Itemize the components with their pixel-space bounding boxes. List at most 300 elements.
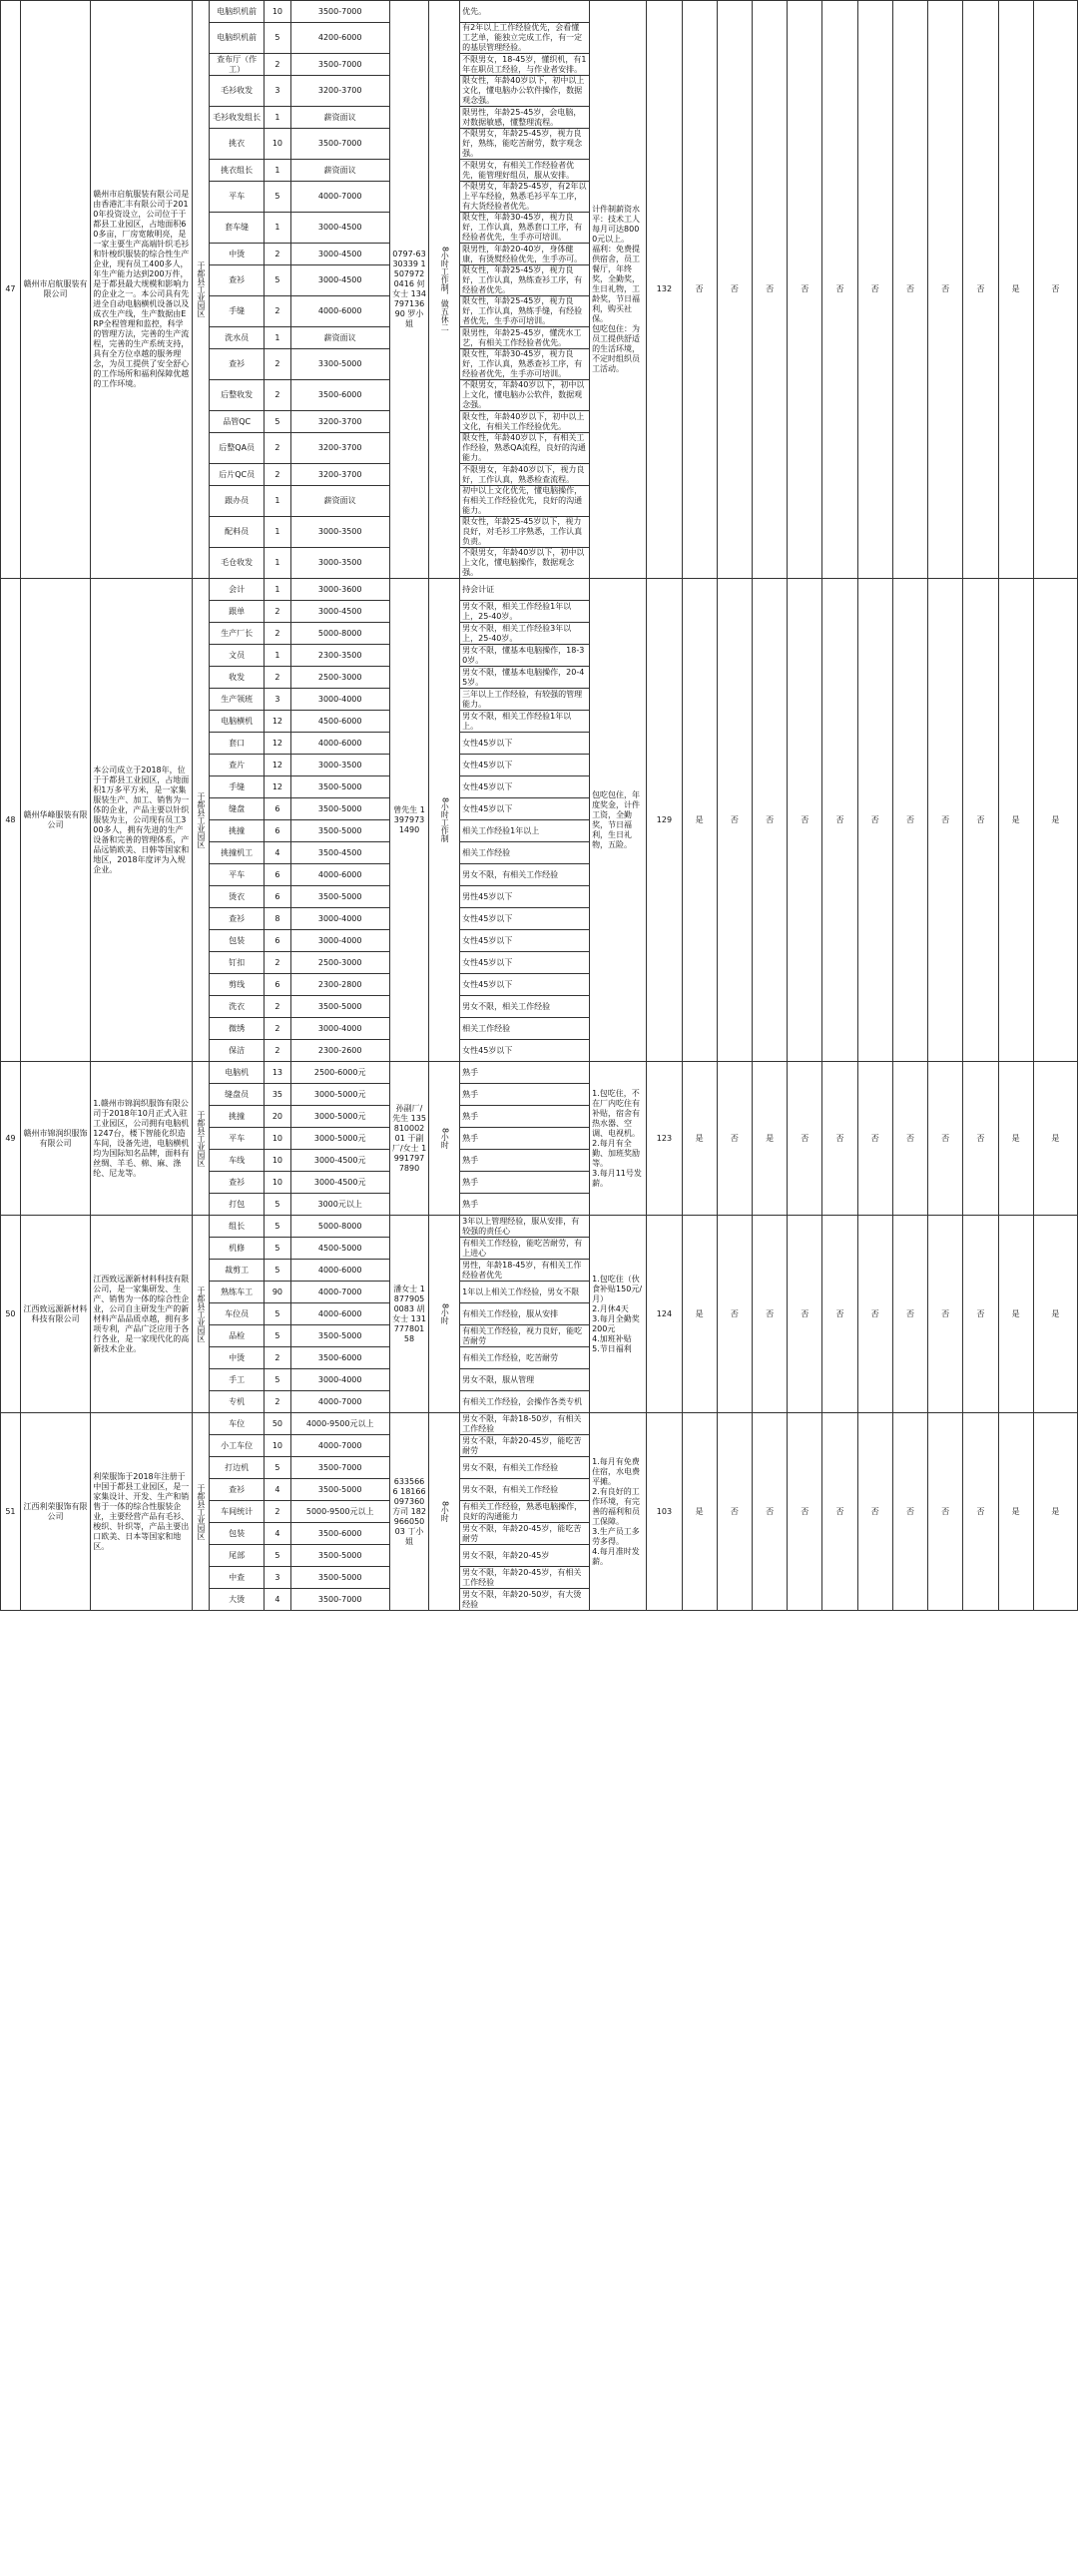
- table-row: [1, 1413, 1078, 1435]
- flag-cell: 是: [998, 1062, 1033, 1216]
- job-salary: 3000-4500: [290, 213, 389, 244]
- flag-cell: 否: [788, 1, 822, 579]
- job-requirement: 不限男女，有相关工作经验者优先，能管理好组员，服从安排。: [460, 160, 590, 182]
- job-salary: 3500-5000: [290, 1479, 389, 1501]
- job-title: 中烫: [210, 244, 265, 265]
- job-count: 1: [265, 517, 290, 548]
- job-count: 3: [265, 689, 290, 711]
- job-count: 2: [265, 667, 290, 689]
- job-salary: 3000-3500: [290, 548, 389, 579]
- flag-cell: 否: [717, 1216, 752, 1413]
- job-salary: 3500-5000: [290, 1325, 389, 1347]
- job-count: 10: [265, 1435, 290, 1457]
- company-intro: 利荣服饰于2018年注册于中国于都县工业园区，是一家集设计、开发、生产和销售于一体的综合性服装企业，主要经营产品有毛衫、梭织、针织等，产品主要出口欧美、日本等国家和地区。: [91, 1413, 192, 1611]
- flag-cell: 否: [717, 579, 752, 1062]
- job-salary: 3300-5000: [290, 349, 389, 380]
- job-title: 车位: [210, 1413, 265, 1435]
- job-requirement: 女性45岁以下: [460, 755, 590, 776]
- job-count: 5: [265, 1238, 290, 1260]
- job-count: 10: [265, 1128, 290, 1150]
- job-title: 查衫: [210, 1479, 265, 1501]
- job-salary: 3200-3700: [290, 464, 389, 486]
- job-requirement: 有相关工作经验，会操作各类专机: [460, 1391, 590, 1413]
- job-requirement: 熟手: [460, 1172, 590, 1194]
- job-salary: 3000-4000: [290, 908, 389, 930]
- job-title: 品管QC: [210, 411, 265, 433]
- job-title: 配料员: [210, 517, 265, 548]
- job-salary: 薪资面议: [290, 486, 389, 517]
- job-title: 裁剪工: [210, 1260, 265, 1282]
- flag-cell: 是: [1033, 1216, 1077, 1413]
- flag-cell: 是: [998, 1216, 1033, 1413]
- job-title: 套车缝: [210, 213, 265, 244]
- company-benefits: 1.包吃住，不在厂内吃住有补贴，宿舍有热水器、空调、电视机。 2.每月有全勤、加班奖励等。 3.每月11号发薪。: [590, 1062, 647, 1216]
- company-address: 于都县工业园区: [192, 1, 210, 579]
- job-requirement: 男女不限，有相关工作经验: [460, 1479, 590, 1501]
- job-title: 挑衣: [210, 129, 265, 160]
- job-requirement: 男性45岁以下: [460, 886, 590, 908]
- job-salary: 4000-6000: [290, 1260, 389, 1282]
- job-requirement: 男女不限，有相关工作经验: [460, 1457, 590, 1479]
- flag-cell: 是: [1033, 579, 1077, 1062]
- job-title: 剪线: [210, 974, 265, 996]
- job-salary: 3500-7000: [290, 1457, 389, 1479]
- job-requirement: 限女性，年龄30-45岁，视力良好，工作认真，熟悉套口工序，有经验者优先，生手亦可培训。: [460, 213, 590, 244]
- job-count: 4: [265, 1523, 290, 1545]
- flag-cell: 是: [1033, 1062, 1077, 1216]
- job-count: 5: [265, 1194, 290, 1216]
- job-requirement: 女性45岁以下: [460, 798, 590, 820]
- job-salary: 2500-6000元: [290, 1062, 389, 1084]
- table-row: [1, 1216, 1078, 1238]
- flag-cell: 否: [928, 579, 963, 1062]
- job-salary: 3500-5000: [290, 798, 389, 820]
- job-count: 20: [265, 1106, 290, 1128]
- job-salary: 4000-7000: [290, 182, 389, 213]
- job-count: 12: [265, 711, 290, 733]
- flag-cell: 否: [928, 1216, 963, 1413]
- flag-cell: 否: [1033, 1, 1077, 579]
- job-requirement: 女性45岁以下: [460, 908, 590, 930]
- company-number: 49: [1, 1062, 21, 1216]
- flag-cell: 否: [892, 1413, 927, 1611]
- job-salary: 3000-4500: [290, 265, 389, 296]
- job-requirement: 不限男女，年龄40岁以下，初中以上文化，懂电脑操作，数据观念强。: [460, 548, 590, 579]
- job-salary: 3000-4500: [290, 601, 389, 623]
- flag-cell: 否: [963, 1413, 998, 1611]
- flag-cell: 否: [788, 1062, 822, 1216]
- job-salary: 3000-4000: [290, 930, 389, 952]
- job-title: 烫衣: [210, 886, 265, 908]
- job-salary: 3000-4500元: [290, 1150, 389, 1172]
- job-requirement: 男女不限，年龄20-45岁，能吃苦耐劳: [460, 1523, 590, 1545]
- flag-cell: 否: [892, 1062, 927, 1216]
- job-count: 1: [265, 327, 290, 349]
- job-requirement: 男性，年龄18-45岁，有相关工作经验者优先: [460, 1260, 590, 1282]
- job-requirement: 男女不限，年龄20-45岁: [460, 1545, 590, 1567]
- job-requirement: 女性45岁以下: [460, 776, 590, 798]
- job-title: 查衫: [210, 908, 265, 930]
- job-requirement: 不限男女，年龄25-45岁，有2年以上平车经验，熟悉毛衫平车工序，有大货经验者优先。: [460, 182, 590, 213]
- flag-cell: 否: [963, 1216, 998, 1413]
- job-title: 平车: [210, 864, 265, 886]
- job-count: 12: [265, 755, 290, 776]
- job-title: 车间统计: [210, 1501, 265, 1523]
- company-contact: 0797-6330339 15079720416 何女士 13479713690 罗小姐: [389, 1, 429, 579]
- job-count: 2: [265, 952, 290, 974]
- job-count: 13: [265, 1062, 290, 1084]
- job-title: 查片: [210, 755, 265, 776]
- flag-cell: 否: [752, 1216, 787, 1413]
- flag-cell: 否: [892, 1216, 927, 1413]
- job-requirement: 男女不限，服从管理: [460, 1369, 590, 1391]
- job-salary: 3000元以上: [290, 1194, 389, 1216]
- flag-cell: 是: [998, 1413, 1033, 1611]
- job-title: 包装: [210, 1523, 265, 1545]
- job-requirement: 限女性，年龄40岁以下，初中以上文化，有相关工作经验优先。: [460, 411, 590, 433]
- job-requirement: 3年以上管理经验，服从安排，有较强的责任心: [460, 1216, 590, 1238]
- flag-cell: 是: [1033, 1413, 1077, 1611]
- job-title: 挑撞机工: [210, 842, 265, 864]
- job-salary: 2300-2800: [290, 974, 389, 996]
- table-row: [1, 1, 1078, 23]
- company-address: 于都县工业园区: [192, 1216, 210, 1413]
- job-title: 后整QA员: [210, 433, 265, 464]
- flag-cell: 否: [928, 1413, 963, 1611]
- job-requirement: 相关工作经验1年以上: [460, 820, 590, 842]
- job-salary: 4000-7000: [290, 1435, 389, 1457]
- job-requirement: 限女性，年龄40岁以下，有相关工作经验，熟悉QA流程，良好的沟通能力。: [460, 433, 590, 464]
- job-salary: 3500-4500: [290, 842, 389, 864]
- work-time: 8小时: [429, 1216, 460, 1413]
- job-count: 10: [265, 129, 290, 160]
- job-title: 生产领班: [210, 689, 265, 711]
- flag-cell: 是: [752, 1062, 787, 1216]
- job-requirement: 三年以上工作经验，有较强的管理能力。: [460, 689, 590, 711]
- company-number: 51: [1, 1413, 21, 1611]
- job-count: 1: [265, 160, 290, 182]
- company-name: 赣州市启航服装有限公司: [20, 1, 90, 579]
- flag-cell: 是: [682, 1413, 717, 1611]
- job-title: 机修: [210, 1238, 265, 1260]
- job-title: 电脑横机: [210, 711, 265, 733]
- job-count: 2: [265, 433, 290, 464]
- job-requirement: 有相关工作经验，能吃苦耐劳，有上进心: [460, 1238, 590, 1260]
- job-requirement: 不限男女，年龄40岁以下，初中以上文化，懂电脑办公软件，数据观念强。: [460, 380, 590, 411]
- job-salary: 3500-5000: [290, 886, 389, 908]
- flag-cell: 否: [963, 579, 998, 1062]
- job-count: 6: [265, 930, 290, 952]
- job-salary: 3200-3700: [290, 433, 389, 464]
- job-count: 2: [265, 349, 290, 380]
- job-salary: 2500-3000: [290, 667, 389, 689]
- job-requirement: 限男性，年龄25-45岁，懂洗水工艺，有相关工作经验者优先。: [460, 327, 590, 349]
- flag-cell: 否: [717, 1062, 752, 1216]
- job-count: 6: [265, 820, 290, 842]
- flag-cell: 否: [752, 579, 787, 1062]
- job-salary: 3200-3700: [290, 411, 389, 433]
- job-title: 缝盘员: [210, 1084, 265, 1106]
- job-salary: 4500-6000: [290, 711, 389, 733]
- job-salary: 3500-5000: [290, 996, 389, 1018]
- work-time: 8小时工作制，做五休二: [429, 1, 460, 579]
- flag-cell: 否: [857, 1, 892, 579]
- flag-cell: 否: [857, 579, 892, 1062]
- job-title: 品检: [210, 1325, 265, 1347]
- job-title: 熟练车工: [210, 1282, 265, 1303]
- flag-cell: 否: [788, 1216, 822, 1413]
- job-count: 5: [265, 182, 290, 213]
- job-title: 钉扣: [210, 952, 265, 974]
- total-openings: 123: [647, 1062, 682, 1216]
- job-count: 5: [265, 1545, 290, 1567]
- company-contact: 孙副厂/先生 13581000201 于副厂/女士 19917977890: [389, 1062, 429, 1216]
- job-requirement: 限男性，年龄20-40岁，身体健康，有烫熨经验优先，生手亦可。: [460, 244, 590, 265]
- job-title: 毛衫收发: [210, 76, 265, 107]
- job-requirement: 女性45岁以下: [460, 930, 590, 952]
- company-number: 47: [1, 1, 21, 579]
- job-requirement: 女性45岁以下: [460, 733, 590, 755]
- company-name: 赣州市锦润织服饰有限公司: [20, 1062, 90, 1216]
- job-count: 1: [265, 548, 290, 579]
- job-count: 90: [265, 1282, 290, 1303]
- flag-cell: 否: [717, 1413, 752, 1611]
- job-count: 10: [265, 1150, 290, 1172]
- job-requirement: 限女性，年龄25-45岁以下，视力良好，对毛衫工序熟悉，工作认真负责。: [460, 517, 590, 548]
- job-salary: 3500-7000: [290, 1589, 389, 1611]
- job-title: 微绣: [210, 1018, 265, 1040]
- job-title: 缝盘: [210, 798, 265, 820]
- job-count: 10: [265, 1172, 290, 1194]
- job-title: 包装: [210, 930, 265, 952]
- job-requirement: 男女不限，年龄20-45岁，有相关工作经验: [460, 1567, 590, 1589]
- company-name: 赣州华峰服装有限公司: [20, 579, 90, 1062]
- total-openings: 129: [647, 579, 682, 1062]
- job-count: 6: [265, 886, 290, 908]
- flag-cell: 否: [963, 1062, 998, 1216]
- job-salary: 3000-3500: [290, 755, 389, 776]
- job-title: 大烫: [210, 1589, 265, 1611]
- job-count: 2: [265, 1501, 290, 1523]
- job-requirement: 男女不限，相关工作经验1年以上。: [460, 711, 590, 733]
- job-title: 生产厂长: [210, 623, 265, 645]
- job-salary: 5000-8000: [290, 623, 389, 645]
- flag-cell: 否: [682, 1, 717, 579]
- job-count: 2: [265, 623, 290, 645]
- company-intro: 江西致远源新材料科技有限公司，是一家集研发、生产、销售为一体的综合性企业，公司自主研发生产的新材料产品品质卓越，拥有多项专利，产品广泛应用于各行各业，是一家现代化的高新技术企业。: [91, 1216, 192, 1413]
- company-intro: 本公司成立于2018年，位于于都县工业园区，占地面积1万多平方米，是一家集服装生产、加工、销售为一体的企业，产品主要以针织服装为主，公司现有员工300多人，拥有先进的生产设备和完善的管理体系，产品远销欧美、日韩等国家和地区，2018年度评为入规企业。: [91, 579, 192, 1062]
- job-count: 6: [265, 798, 290, 820]
- job-requirement: 男女不限，有相关工作经验: [460, 864, 590, 886]
- job-title: 会计: [210, 579, 265, 601]
- job-count: 10: [265, 1, 290, 23]
- job-count: 2: [265, 296, 290, 327]
- job-salary: 2500-3000: [290, 952, 389, 974]
- job-requirement: 有相关工作经验，吃苦耐劳: [460, 1347, 590, 1369]
- table-row: [1, 1062, 1078, 1084]
- job-requirement: 有相关工作经验，服从安排: [460, 1303, 590, 1325]
- job-count: 2: [265, 1347, 290, 1369]
- job-requirement: 限女性，年龄25-45岁，视力良好，工作认真，熟练查衫工序，有经验者优先。: [460, 265, 590, 296]
- job-count: 12: [265, 733, 290, 755]
- flag-cell: 否: [892, 1, 927, 579]
- job-count: 1: [265, 579, 290, 601]
- job-title: 保洁: [210, 1040, 265, 1062]
- job-title: 车线: [210, 1150, 265, 1172]
- job-requirement: 有相关工作经验，视力良好，能吃苦耐劳: [460, 1325, 590, 1347]
- job-title: 手缝: [210, 296, 265, 327]
- flag-cell: 是: [682, 1062, 717, 1216]
- job-requirement: 熟手: [460, 1194, 590, 1216]
- job-title: 小工车位: [210, 1435, 265, 1457]
- job-count: 6: [265, 974, 290, 996]
- job-requirement: 男女不限，懂基本电脑操作，18-30岁。: [460, 645, 590, 667]
- job-salary: 3000-4000: [290, 1018, 389, 1040]
- job-salary: 3500-7000: [290, 54, 389, 76]
- company-name: 江西致远源新材料科技有限公司: [20, 1216, 90, 1413]
- company-intro: 1.赣州市锦润织服饰有限公司于2018年10月正式入驻工业园区，公司拥有电脑机1247台，楼下智能化织造车间，设备先进，电脑横机均为国际知名品牌，面料有丝绸、羊毛、棉、麻、涤纶、尼龙等。: [91, 1062, 192, 1216]
- job-salary: 3500-6000: [290, 1347, 389, 1369]
- company-address: 于都县工业园区: [192, 1413, 210, 1611]
- job-title: 查衫: [210, 265, 265, 296]
- job-requirement: 有相关工作经验，熟悉电脑操作，良好的沟通能力: [460, 1501, 590, 1523]
- company-name: 江西利荣服饰有限公司: [20, 1413, 90, 1611]
- job-requirement: 女性45岁以下: [460, 1040, 590, 1062]
- job-title: 打包: [210, 1194, 265, 1216]
- flag-cell: 是: [998, 1, 1033, 579]
- job-salary: 3500-5000: [290, 820, 389, 842]
- job-requirement: 男女不限，相关工作经验1年以上，25-40岁。: [460, 601, 590, 623]
- job-salary: 3000-5000元: [290, 1128, 389, 1150]
- job-requirement: 熟手: [460, 1062, 590, 1084]
- company-contact: 潘女士 18779050083 胡女士 13177780158: [389, 1216, 429, 1413]
- job-requirement: 限女性，年龄40岁以下，初中以上文化，懂电脑办公软件操作，数据观念强。: [460, 76, 590, 107]
- job-requirement: 相关工作经验: [460, 1018, 590, 1040]
- flag-cell: 否: [857, 1413, 892, 1611]
- job-count: 1: [265, 107, 290, 129]
- company-intro: 赣州市启航服装有限公司是由香港汇丰有限公司于2010年投资设立，公司位于于都县工业园区，占地面积60多亩，厂房宽敞明亮，是一家主要生产高端针织毛衫和针梭织服装的综合性生产企业，现有员工400多人，年生产能力达到200万件，是于都县最大规模和影响力的企业之一。本公司具有先进全自动电脑横机设备以及成衣生产线，生产数据由ERP全程管理和监控，科学的管理方法，完善的生产流程，完善的生产系统支持，具有全方位卓越的服务理念，为员工提供了安全舒心的工作场所和福利保障优越的工作环境。: [91, 1, 192, 579]
- job-salary: 4000-7000: [290, 1282, 389, 1303]
- company-contact: 6335666 18166097360 方司 18296605003 丁小姐: [389, 1413, 429, 1611]
- job-salary: 3000-3600: [290, 579, 389, 601]
- job-requirement: 不限男女，年龄25-45岁，视力良好，熟练，能吃苦耐劳，数字观念强。: [460, 129, 590, 160]
- job-requirement: 初中以上文化优先，懂电脑操作，有相关工作经验优先，良好的沟通能力。: [460, 486, 590, 517]
- job-title: 电脑机: [210, 1062, 265, 1084]
- job-title: 车位员: [210, 1303, 265, 1325]
- total-openings: 132: [647, 1, 682, 579]
- job-salary: 3000-3500: [290, 517, 389, 548]
- job-salary: 3000-4000: [290, 1369, 389, 1391]
- job-count: 2: [265, 464, 290, 486]
- job-salary: 2300-3500: [290, 645, 389, 667]
- job-title: 手工: [210, 1369, 265, 1391]
- job-requirement: 熟手: [460, 1106, 590, 1128]
- job-salary: 3500-5000: [290, 1567, 389, 1589]
- job-salary: 3000-4500元: [290, 1172, 389, 1194]
- job-count: 3: [265, 1567, 290, 1589]
- job-title: 跟单: [210, 601, 265, 623]
- job-salary: 4500-5000: [290, 1238, 389, 1260]
- job-count: 5: [265, 1216, 290, 1238]
- job-salary: 3000-5000元: [290, 1106, 389, 1128]
- job-requirement: 男女不限，懂基本电脑操作，20-45岁。: [460, 667, 590, 689]
- work-time: 8小时: [429, 1062, 460, 1216]
- job-salary: 3000-4000: [290, 689, 389, 711]
- flag-cell: 否: [822, 1062, 857, 1216]
- job-salary: 3500-6000: [290, 380, 389, 411]
- job-title: 收发: [210, 667, 265, 689]
- total-openings: 103: [647, 1413, 682, 1611]
- job-requirement: 限女性，年龄25-45岁，视力良好，工作认真，熟练手缝，有经验者优先，生手亦可培训。: [460, 296, 590, 327]
- job-salary: 4000-7000: [290, 1391, 389, 1413]
- job-title: 专机: [210, 1391, 265, 1413]
- job-count: 1: [265, 486, 290, 517]
- job-requirement: 有2年以上工作经验优先，会看懂工艺单，能独立完成工作，有一定的基层管理经验。: [460, 23, 590, 54]
- flag-cell: 否: [928, 1062, 963, 1216]
- job-salary: 3000-5000元: [290, 1084, 389, 1106]
- job-count: 4: [265, 1479, 290, 1501]
- job-count: 2: [265, 54, 290, 76]
- job-requirement: 男女不限，年龄18-50岁，有相关工作经验: [460, 1413, 590, 1435]
- job-count: 2: [265, 1391, 290, 1413]
- flag-cell: 否: [857, 1062, 892, 1216]
- job-title: 毛仓收发: [210, 548, 265, 579]
- job-count: 2: [265, 380, 290, 411]
- job-requirement: 限女性，年龄30-45岁，视力良好，工作认真，熟悉查衫工序，有经验者优先，生手亦可培训。: [460, 349, 590, 380]
- job-title: 电脑织机前: [210, 1, 265, 23]
- job-requirement: 男女不限，年龄20-50岁，有大烫经验: [460, 1589, 590, 1611]
- job-count: 4: [265, 1589, 290, 1611]
- job-requirement: 男女不限，年龄20-45岁，能吃苦耐劳: [460, 1435, 590, 1457]
- job-salary: 5000-9500元以上: [290, 1501, 389, 1523]
- job-count: 2: [265, 1040, 290, 1062]
- job-salary: 薪资面议: [290, 107, 389, 129]
- company-benefits: 包吃包住，年度奖金，计件工资，全勤奖，节日福利，生日礼物，五险。: [590, 579, 647, 1062]
- job-count: 5: [265, 265, 290, 296]
- job-title: 文员: [210, 645, 265, 667]
- job-title: 跟办员: [210, 486, 265, 517]
- flag-cell: 是: [998, 579, 1033, 1062]
- job-title: 中查: [210, 1567, 265, 1589]
- total-openings: 124: [647, 1216, 682, 1413]
- job-title: 查衫: [210, 1172, 265, 1194]
- job-requirement: 1年以上相关工作经验，男女不限: [460, 1282, 590, 1303]
- flag-cell: 否: [928, 1, 963, 579]
- job-count: 2: [265, 244, 290, 265]
- job-title: 中烫: [210, 1347, 265, 1369]
- job-count: 1: [265, 213, 290, 244]
- flag-cell: 是: [682, 1216, 717, 1413]
- job-title: 查布厅（作工）: [210, 54, 265, 76]
- job-salary: 薪资面议: [290, 327, 389, 349]
- job-count: 2: [265, 996, 290, 1018]
- flag-cell: 否: [892, 579, 927, 1062]
- job-title: 组长: [210, 1216, 265, 1238]
- job-title: 毛衫收发组长: [210, 107, 265, 129]
- job-salary: 4000-6000: [290, 733, 389, 755]
- job-title: 平车: [210, 1128, 265, 1150]
- company-number: 50: [1, 1216, 21, 1413]
- job-salary: 3500-5000: [290, 1545, 389, 1567]
- job-salary: 4000-6000: [290, 1303, 389, 1325]
- job-salary: 4200-6000: [290, 23, 389, 54]
- flag-cell: 否: [752, 1413, 787, 1611]
- job-title: 后整收发: [210, 380, 265, 411]
- job-count: 2: [265, 1018, 290, 1040]
- job-requirement: 男女不限，相关工作经验3年以上，25-40岁。: [460, 623, 590, 645]
- job-salary: 3200-3700: [290, 76, 389, 107]
- flag-cell: 否: [822, 1, 857, 579]
